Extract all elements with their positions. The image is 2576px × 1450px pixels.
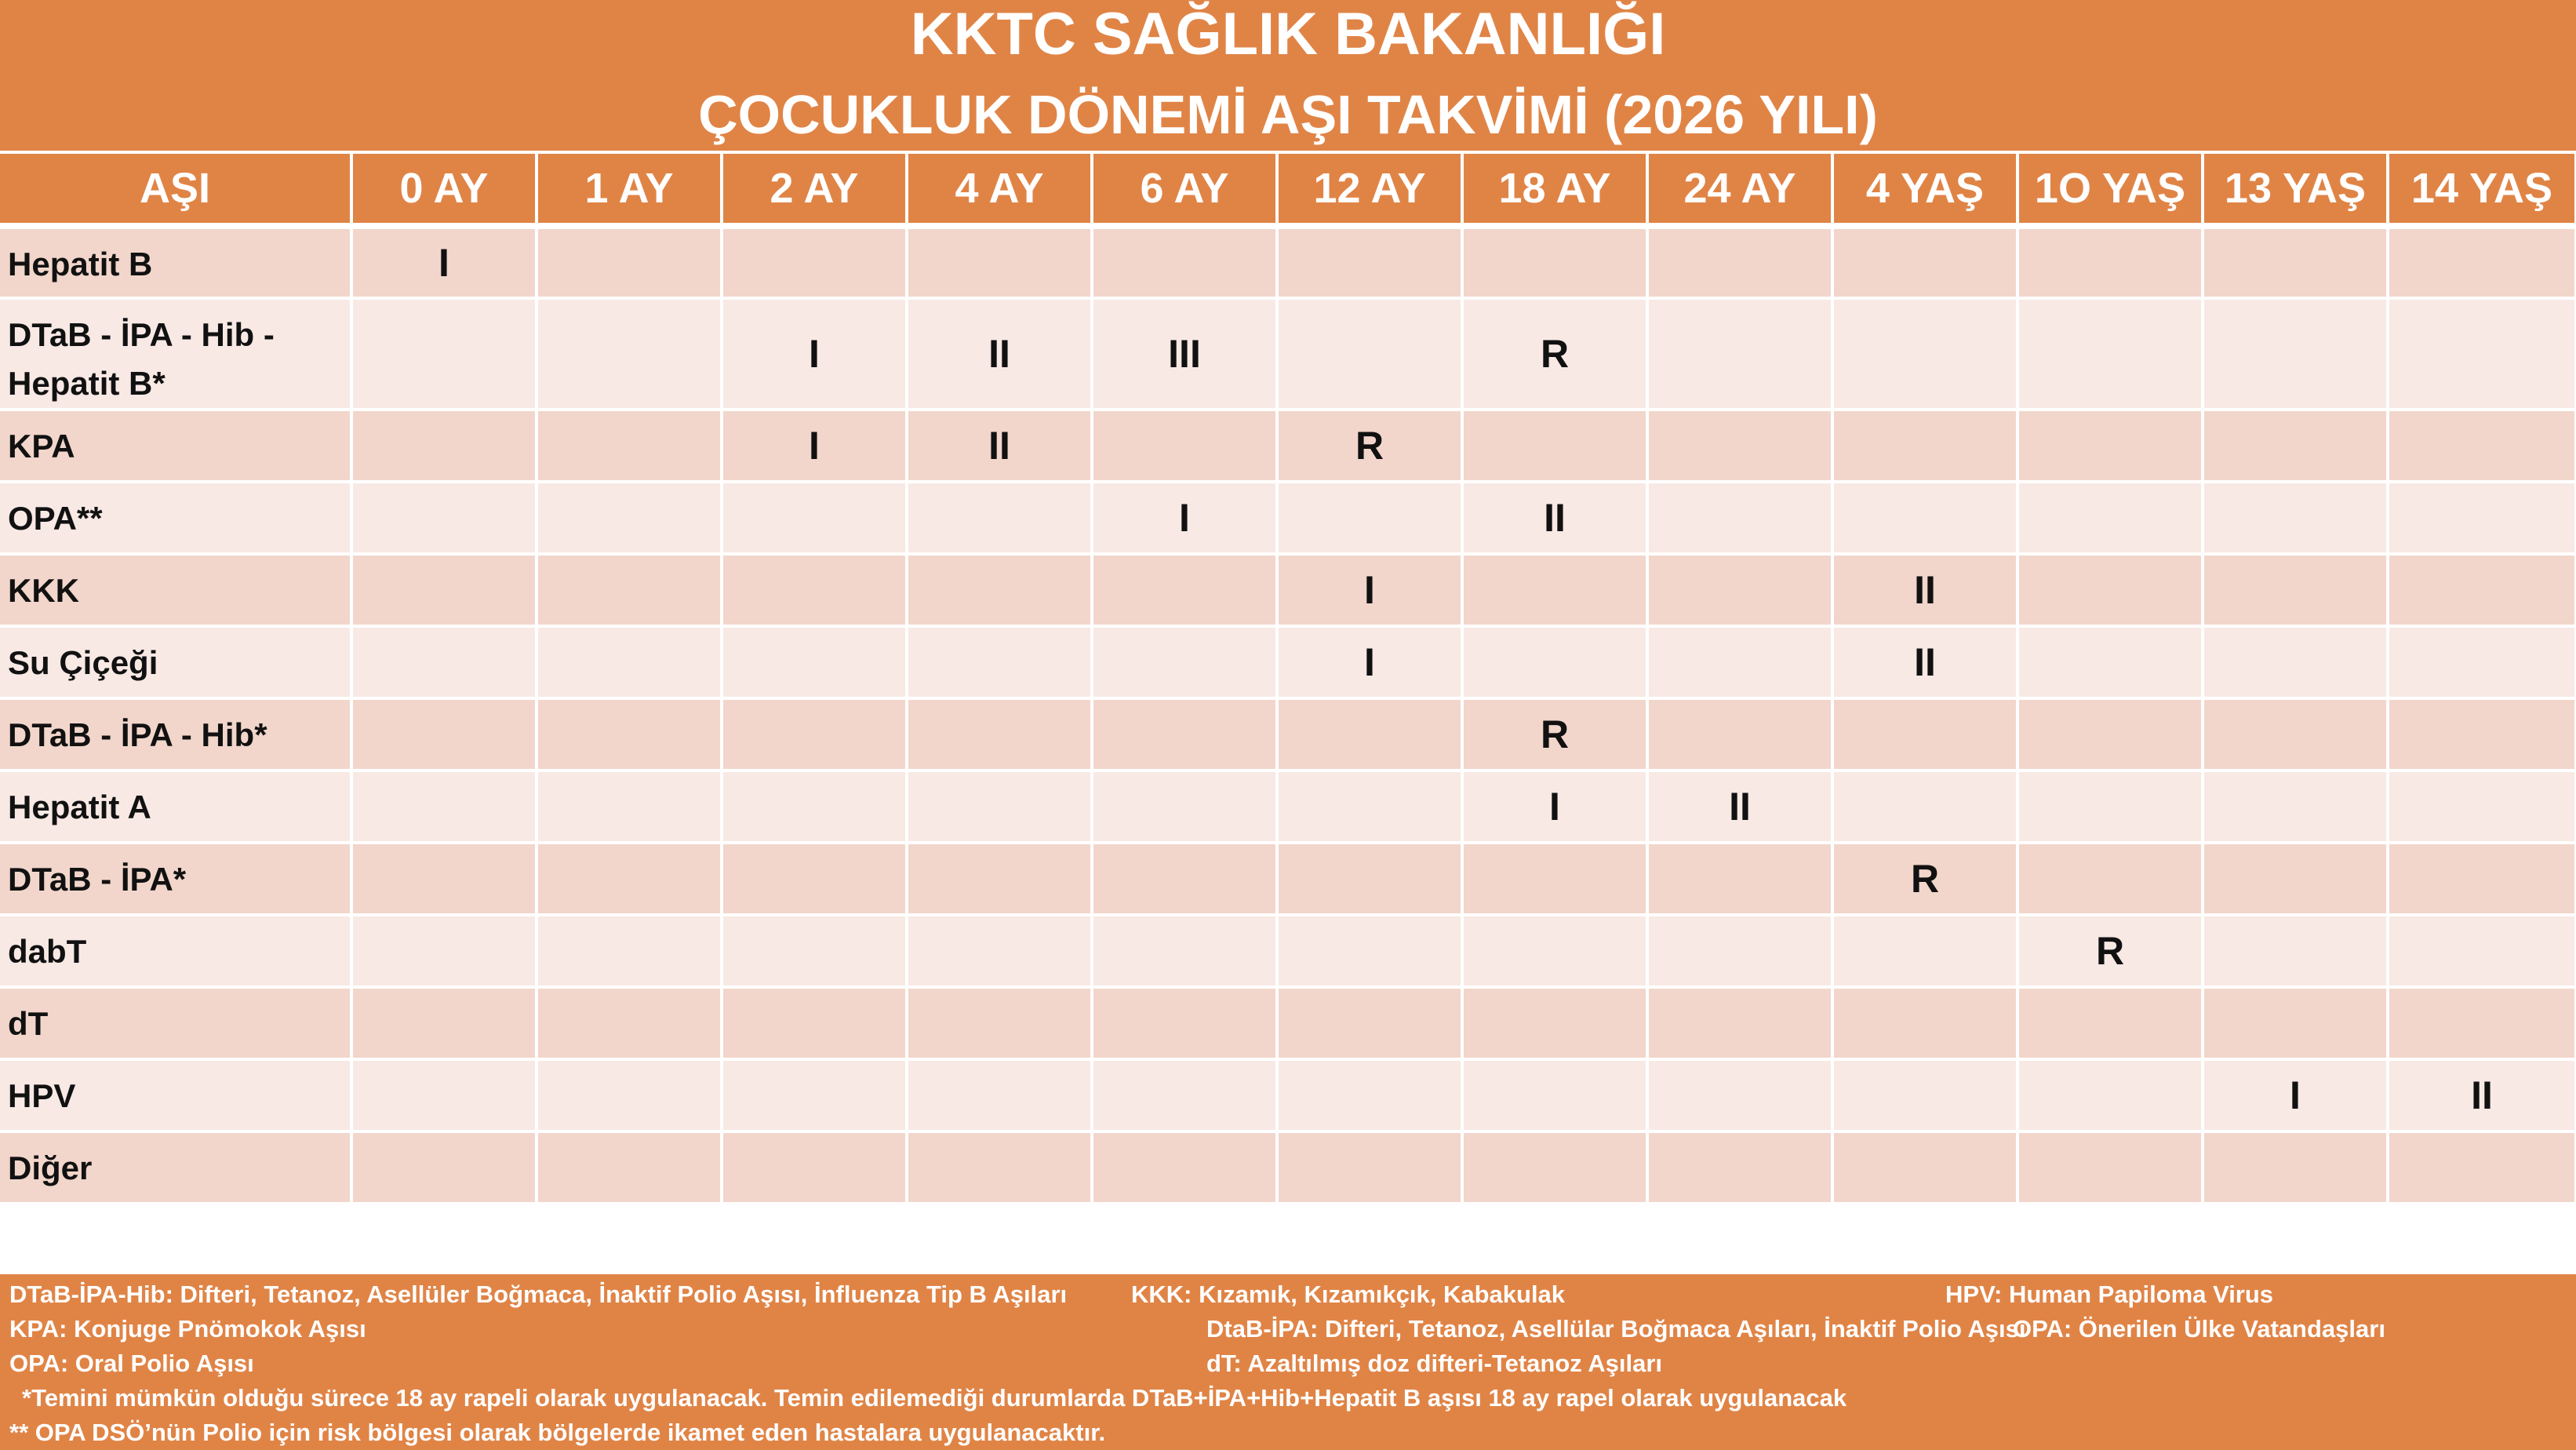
dose-cell <box>2203 915 2388 987</box>
dose-cell <box>1647 410 1832 482</box>
dose-cell <box>351 771 537 843</box>
column-header-age: 18 AY <box>1462 154 1647 226</box>
footnote-note-2: ** OPA DSÖ’nün Polio için risk bölgesi olarak bölgelerde ikamet eden hastalara uygulanacaktır. <box>9 1419 1106 1446</box>
dose-cell <box>2203 1131 2388 1204</box>
dose-cell <box>1647 226 1832 298</box>
dose-cell <box>2018 554 2203 626</box>
dose-cell <box>722 554 907 626</box>
legend-footer <box>0 1274 2576 1450</box>
dose-cell <box>2388 626 2576 698</box>
dose-cell: R <box>1462 698 1647 771</box>
dose-cell: III <box>1092 298 1277 410</box>
vaccine-name-cell: OPA** <box>0 482 351 554</box>
footnote-dt: dT: Azaltılmış doz difteri-Tetanoz Aşıları <box>1206 1350 1663 1377</box>
dose-cell <box>537 915 722 987</box>
dose-cell <box>1092 410 1277 482</box>
dose-cell <box>1647 1059 1832 1131</box>
dose-cell <box>722 987 907 1059</box>
dose-cell <box>2018 410 2203 482</box>
dose-cell <box>907 554 1092 626</box>
column-header-age: 1O YAŞ <box>2018 154 2203 226</box>
dose-cell <box>722 843 907 915</box>
dose-cell <box>1647 915 1832 987</box>
table-row <box>0 554 2576 626</box>
dose-cell <box>1832 1059 2018 1131</box>
dose-cell <box>1092 771 1277 843</box>
dose-cell <box>1462 410 1647 482</box>
vaccine-name-cell: Su Çiçeği <box>0 626 351 698</box>
dose-cell: II <box>1832 626 2018 698</box>
dose-cell <box>1832 915 2018 987</box>
dose-cell <box>907 915 1092 987</box>
dose-cell <box>907 843 1092 915</box>
vaccine-name-cell: dT <box>0 987 351 1059</box>
footnote-dtab-ipa-hib: DTaB-İPA-Hib: Difteri, Tetanoz, Asellüler Boğmaca, İnaktif Polio Aşısı, İnfluenza Tip B Aşıları <box>9 1281 1068 1308</box>
dose-cell <box>2388 298 2576 410</box>
dose-cell <box>1462 626 1647 698</box>
dose-cell <box>2388 482 2576 554</box>
table-row <box>0 987 2576 1059</box>
dose-cell <box>351 1131 537 1204</box>
dose-cell <box>2203 554 2388 626</box>
dose-cell <box>2388 843 2576 915</box>
dose-cell <box>2203 298 2388 410</box>
dose-cell <box>1832 482 2018 554</box>
footnote-hpv: HPV: Human Papiloma Virus <box>1945 1281 2274 1308</box>
dose-cell <box>1462 843 1647 915</box>
dose-cell: I <box>2203 1059 2388 1131</box>
dose-cell <box>1462 1059 1647 1131</box>
dose-cell <box>1647 987 1832 1059</box>
dose-cell <box>537 226 722 298</box>
dose-cell <box>907 1059 1092 1131</box>
dose-cell <box>907 482 1092 554</box>
vaccine-name-cell: HPV <box>0 1059 351 1131</box>
dose-cell <box>1092 626 1277 698</box>
dose-cell <box>722 626 907 698</box>
dose-cell <box>1092 1059 1277 1131</box>
column-header-age: 14 YAŞ <box>2388 154 2576 226</box>
dose-cell <box>722 771 907 843</box>
column-header-age: 4 AY <box>907 154 1092 226</box>
dose-cell <box>1462 1131 1647 1204</box>
footnote-dtab-ipa: DtaB-İPA: Difteri, Tetanoz, Asellülar Boğmaca Aşıları, İnaktif Polio Aşısı <box>1206 1315 2026 1343</box>
dose-cell <box>537 482 722 554</box>
column-header-vaccine: AŞI <box>0 154 351 226</box>
dose-cell <box>1092 698 1277 771</box>
column-header-age: 24 AY <box>1647 154 1832 226</box>
dose-cell <box>1092 1131 1277 1204</box>
dose-cell <box>1647 843 1832 915</box>
dose-cell: I <box>1092 482 1277 554</box>
page-title: KKTC SAĞLIK BAKANLIĞI <box>910 1 1666 67</box>
dose-cell <box>1092 915 1277 987</box>
footnote-opa: OPA: Oral Polio Aşısı <box>9 1350 254 1377</box>
dose-cell <box>2018 626 2203 698</box>
dose-cell <box>1277 771 1462 843</box>
dose-cell: I <box>1462 771 1647 843</box>
dose-cell <box>1832 698 2018 771</box>
dose-cell <box>537 298 722 410</box>
dose-cell <box>722 1059 907 1131</box>
vaccine-name-cell: Diğer <box>0 1131 351 1204</box>
dose-cell: I <box>1277 554 1462 626</box>
table-row <box>0 698 2576 771</box>
dose-cell <box>1092 554 1277 626</box>
dose-cell <box>351 1059 537 1131</box>
vaccine-name-cell: DTaB - İPA - Hib - Hepatit B* <box>0 298 351 410</box>
dose-cell <box>1277 298 1462 410</box>
dose-cell <box>1092 843 1277 915</box>
table-row <box>0 771 2576 843</box>
table-row <box>0 1059 2576 1131</box>
dose-cell <box>537 987 722 1059</box>
vaccine-name-cell: KKK <box>0 554 351 626</box>
dose-cell <box>1647 482 1832 554</box>
dose-cell: I <box>722 298 907 410</box>
dose-cell <box>1647 698 1832 771</box>
dose-cell: R <box>1277 410 1462 482</box>
table-row <box>0 298 2576 410</box>
table-row <box>0 626 2576 698</box>
dose-cell <box>351 554 537 626</box>
vaccine-name-cell: Hepatit B <box>0 226 351 298</box>
table-row <box>0 482 2576 554</box>
dose-cell <box>2388 554 2576 626</box>
dose-cell <box>1647 298 1832 410</box>
dose-cell <box>351 698 537 771</box>
dose-cell: II <box>1647 771 1832 843</box>
dose-cell <box>1832 1131 2018 1204</box>
dose-cell <box>537 1131 722 1204</box>
dose-cell <box>722 915 907 987</box>
dose-cell <box>2203 226 2388 298</box>
column-header-age: 13 YAŞ <box>2203 154 2388 226</box>
dose-cell <box>1277 1059 1462 1131</box>
table-header-row <box>0 154 2576 226</box>
dose-cell <box>722 226 907 298</box>
dose-cell <box>1462 987 1647 1059</box>
column-header-age: 2 AY <box>722 154 907 226</box>
dose-cell <box>1832 226 2018 298</box>
footnote-opa-countries: OPA: Önerilen Ülke Vatandaşları <box>2013 1315 2385 1343</box>
dose-cell: I <box>722 410 907 482</box>
dose-cell <box>2018 298 2203 410</box>
dose-cell: R <box>1462 298 1647 410</box>
dose-cell <box>1832 298 2018 410</box>
dose-cell <box>1462 915 1647 987</box>
dose-cell <box>2388 1131 2576 1204</box>
footnote-kkk: KKK: Kızamık, Kızamıkçık, Kabakulak <box>1131 1281 1566 1308</box>
vaccine-name-cell: DTaB - İPA* <box>0 843 351 915</box>
table-row <box>0 410 2576 482</box>
dose-cell <box>351 987 537 1059</box>
dose-cell <box>351 410 537 482</box>
table-row <box>0 1131 2576 1204</box>
dose-cell <box>1647 1131 1832 1204</box>
dose-cell <box>1832 987 2018 1059</box>
dose-cell <box>1832 410 2018 482</box>
column-header-age: 12 AY <box>1277 154 1462 226</box>
vaccine-name-cell: KPA <box>0 410 351 482</box>
dose-cell: II <box>1832 554 2018 626</box>
dose-cell <box>722 1131 907 1204</box>
dose-cell <box>2018 1131 2203 1204</box>
dose-cell <box>2018 482 2203 554</box>
vaccine-name-cell: DTaB - İPA - Hib* <box>0 698 351 771</box>
dose-cell <box>351 298 537 410</box>
dose-cell <box>2388 915 2576 987</box>
column-header-age: 1 AY <box>537 154 722 226</box>
dose-cell <box>1277 915 1462 987</box>
column-header-age: 0 AY <box>351 154 537 226</box>
dose-cell <box>722 698 907 771</box>
column-header-age: 6 AY <box>1092 154 1277 226</box>
dose-cell <box>2203 482 2388 554</box>
dose-cell <box>2203 843 2388 915</box>
dose-cell <box>1647 626 1832 698</box>
dose-cell <box>351 626 537 698</box>
dose-cell <box>907 771 1092 843</box>
dose-cell <box>722 482 907 554</box>
dose-cell <box>351 915 537 987</box>
page-subtitle: ÇOCUKLUK DÖNEMİ AŞI TAKVİMİ (2026 YILI) <box>698 84 1878 145</box>
dose-cell: R <box>1832 843 2018 915</box>
footnote-kpa: KPA: Konjuge Pnömokok Aşısı <box>9 1315 366 1343</box>
dose-cell <box>1647 554 1832 626</box>
footnote-note-1: *Temini mümkün olduğu sürece 18 ay rapeli olarak uygulanacak. Temin edilemediği durumlarda DTaB+İPA+Hib+Hepatit B aşısı 18 ay rapel olarak uygulanacak <box>22 1384 1847 1412</box>
dose-cell <box>1462 554 1647 626</box>
dose-cell <box>907 987 1092 1059</box>
dose-cell <box>2018 987 2203 1059</box>
dose-cell: II <box>2388 1059 2576 1131</box>
dose-cell <box>537 410 722 482</box>
dose-cell <box>537 771 722 843</box>
dose-cell <box>1277 1131 1462 1204</box>
dose-cell <box>2203 698 2388 771</box>
dose-cell <box>1277 226 1462 298</box>
table-body <box>0 226 2576 1204</box>
dose-cell <box>2388 698 2576 771</box>
table-row <box>0 226 2576 298</box>
dose-cell <box>1277 843 1462 915</box>
dose-cell <box>2388 410 2576 482</box>
table-row <box>0 843 2576 915</box>
column-header-age: 4 YAŞ <box>1832 154 2018 226</box>
dose-cell: II <box>907 410 1092 482</box>
dose-cell: II <box>1462 482 1647 554</box>
dose-cell: I <box>1277 626 1462 698</box>
dose-cell <box>2203 410 2388 482</box>
dose-cell <box>2203 771 2388 843</box>
dose-cell <box>2018 698 2203 771</box>
dose-cell <box>1092 987 1277 1059</box>
vaccine-name-cell: dabT <box>0 915 351 987</box>
dose-cell <box>2388 987 2576 1059</box>
dose-cell <box>537 1059 722 1131</box>
dose-cell <box>2018 226 2203 298</box>
dose-cell <box>537 843 722 915</box>
dose-cell <box>1277 482 1462 554</box>
dose-cell <box>1462 226 1647 298</box>
dose-cell <box>907 1131 1092 1204</box>
dose-cell <box>537 626 722 698</box>
dose-cell <box>1277 698 1462 771</box>
dose-cell <box>1832 771 2018 843</box>
dose-cell: II <box>907 298 1092 410</box>
vaccination-schedule-table <box>0 154 2576 1205</box>
dose-cell <box>2203 987 2388 1059</box>
dose-cell <box>537 698 722 771</box>
dose-cell <box>907 626 1092 698</box>
dose-cell <box>2388 226 2576 298</box>
dose-cell <box>907 698 1092 771</box>
dose-cell <box>2203 626 2388 698</box>
vaccine-name-cell: Hepatit A <box>0 771 351 843</box>
dose-cell <box>2018 843 2203 915</box>
page-header <box>0 0 2576 151</box>
dose-cell <box>1092 226 1277 298</box>
dose-cell: I <box>351 226 537 298</box>
dose-cell <box>537 554 722 626</box>
dose-cell <box>2388 771 2576 843</box>
dose-cell <box>2018 771 2203 843</box>
dose-cell <box>2018 1059 2203 1131</box>
dose-cell <box>1277 987 1462 1059</box>
table-row <box>0 915 2576 987</box>
dose-cell <box>351 482 537 554</box>
dose-cell <box>351 843 537 915</box>
dose-cell <box>907 226 1092 298</box>
dose-cell: R <box>2018 915 2203 987</box>
